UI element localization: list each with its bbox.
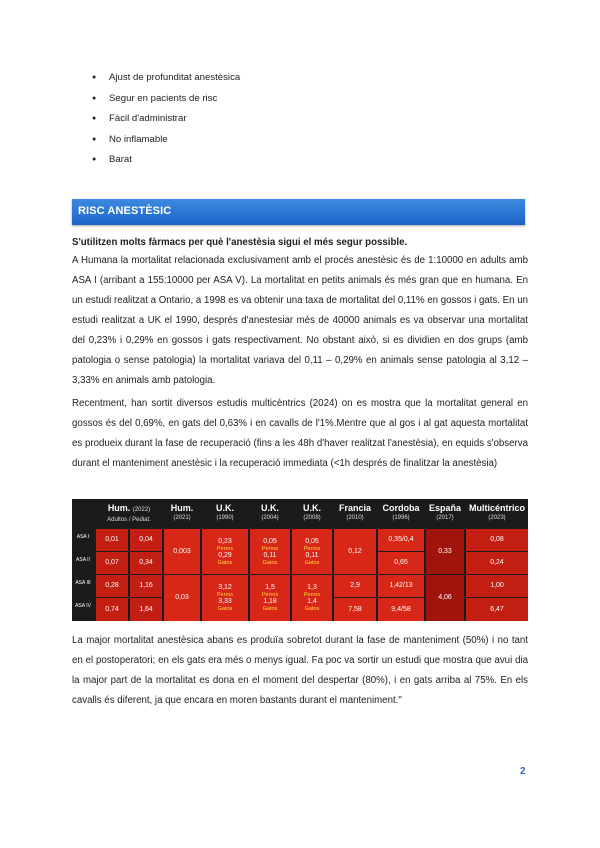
header-label: Francia [338,503,371,513]
cell-pediat-asa3: 1,16 [130,575,162,597]
cell-adults-asa1: 0,01 [96,529,128,551]
cell-uk1990-high: 3,12 Perros 3,33 Gatos [202,575,248,621]
cell-adults-asa2: 0,07 [96,552,128,574]
header-slash: / [128,517,131,523]
header-adults: Adultos [107,517,128,523]
cell-cordoba-asa3: 1,42/13 [378,575,424,597]
header-hum-2021 [164,499,200,528]
cell-hum2021-high: 0,03 [164,575,200,621]
header-label: U.K. [216,503,234,513]
page-number: 2 [520,766,526,777]
cell-francia-asa4: 7,58 [334,598,376,621]
header-year: (2021) [173,515,191,521]
cell-pediat-asa1: 0,04 [130,529,162,551]
advantages-list [92,72,240,175]
header-year: (2017) [436,515,454,521]
header-uk-2008 [292,499,332,528]
cell-multi-asa2: 0,24 [466,552,528,574]
cell-multi-asa1: 0,08 [466,529,528,551]
cell-pediat-asa4: 1,64 [130,598,162,621]
cell-espana-high: 4,06 [426,575,464,621]
list-item: ● Ajust de profunditat anestèsica [92,72,240,93]
header-label: Multicéntrico [468,503,525,513]
section-heading: RISC ANESTÈSIC [78,205,172,217]
cell-cordoba-asa4: 9,4/58 [378,598,424,621]
cell-uk1990-low: 0,23 Perros 0,29 Gatos [202,529,248,574]
header-label: U.K. [303,503,321,513]
cell-uk2008-low: 0,05 Perros 0,11 Gatos [292,529,332,574]
header-year: (2023) [488,515,506,521]
cell-multi-asa3: 1,00 [466,575,528,597]
header-espana [426,499,464,528]
header-year: (2004) [261,515,279,521]
list-item: ● No inflamable [92,134,240,155]
header-label: Hum. [170,503,194,513]
paragraph-maintenance: La major mortalitat anestèsica abans es produïa sobretot durant la fase de manteniment (50%) i no tant en el postoperatori; en els gats era més o menys igual. Fa poc va sortir un estudi que mostra que avui dia la major part de la mortalitat es dona en el moment del despertar (80%), i en gats arriba al 75%. En els cavalls és diferent, ja que encara en moren bastants durant el manteniment." [72,635,528,706]
row-label-asa-iv: ASA IV [75,603,91,609]
header-multicentrico [466,499,528,528]
header-label: Hum. [107,503,131,513]
paragraph-mortality-studies: A Humana la mortalitat relacionada exclusivament amb el procés anestèsic és de 1:10000 en adults amb ASA I (arribant a 155:10000 per ASA V). La mortalitat en petits animals és més gran que en humana. En un estudi realitzat a Ontario, a 1998 es va obtenir una taxa de mortalitat del 0,11% en gossos i gats. En un estudi realitzat a UK el 1990, després d'anestesiar més de 40000 animals es va observar una mortalitat del 0,23% i 0,29% en gossos i gats respectivament. No obstant això, si es dividien en dos grups (amb patologia o sense patologia) la mortalitat variava del 0,11 – 0,29% en animals sense patologia al 3,12 – 3,33% en animals amb patologia. [72,255,528,386]
list-item: ● Barat [92,154,240,175]
cell-hum2021-low: 0,003 [164,529,200,574]
cell-pediat-asa2: 0,34 [130,552,162,574]
header-label: Cordoba [382,503,420,513]
row-label-asa-i: ASA I [76,534,90,540]
header-year: (1996) [392,515,410,521]
cell-cordoba-asa1: 0,35/0,4 [378,529,424,551]
cell-francia-asa3: 2,9 [334,575,376,597]
cell-cordoba-asa2: 0,65 [378,552,424,574]
row-label-asa-iii: ASA III [75,580,91,586]
cell-uk2004-high: 1,5 Perros 1,18 Gatos [250,575,290,621]
row-label-asa-ii: ASA II [76,557,90,563]
cell-adults-asa4: 0,74 [96,598,128,621]
cell-multi-asa4: 6,47 [466,598,528,621]
header-year: (2008) [303,515,321,521]
header-year: (2010) [346,515,364,521]
list-item: ● Fàcil d'administrar [92,113,240,134]
header-francia [334,499,376,528]
cell-uk2004-low: 0,05 Perros 0,11 Gatos [250,529,290,574]
header-hum-2022 [96,499,162,528]
list-item: ● Segur en pacients de risc [92,93,240,114]
header-label: U.K. [261,503,279,513]
header-cordoba [378,499,424,528]
paragraph-multicentric: Recentment, han sortit diversos estudis multicèntrics (2024) on es mostra que la mortalitat general en gossos és del 0,69%, en gats del 0,63% i en cavalls de l'1%.Mentre que al gos i al gat aquesta mortalitat es produeix durant la fase de recuperació (fins a les 48h d'haver realitzat l'anestèsia), en equids s'observa durant el manteniment anestèsic i la recuperació immediata (<1h després de finalitzar la anestèsia) [72,398,528,469]
header-uk-1990 [202,499,248,528]
header-uk-2004 [250,499,290,528]
cell-espana-low: 0,33 [426,529,464,574]
cell-francia-low: 0,12 [334,529,376,574]
header-year: (2022) [132,507,151,513]
cell-adults-asa3: 0,28 [96,575,128,597]
header-pediat: Pediat. [132,517,151,523]
header-label: España [428,503,461,513]
cell-uk2008-high: 1,3 Perros 1,4 Gatos [292,575,332,621]
header-year: (1990) [216,515,234,521]
section-heading-bar [72,199,525,225]
intro-sentence: S'utilitzen molts fàrmacs per què l'anestèsia sigui el més segur possible. [72,237,408,248]
mortality-table [72,499,528,621]
